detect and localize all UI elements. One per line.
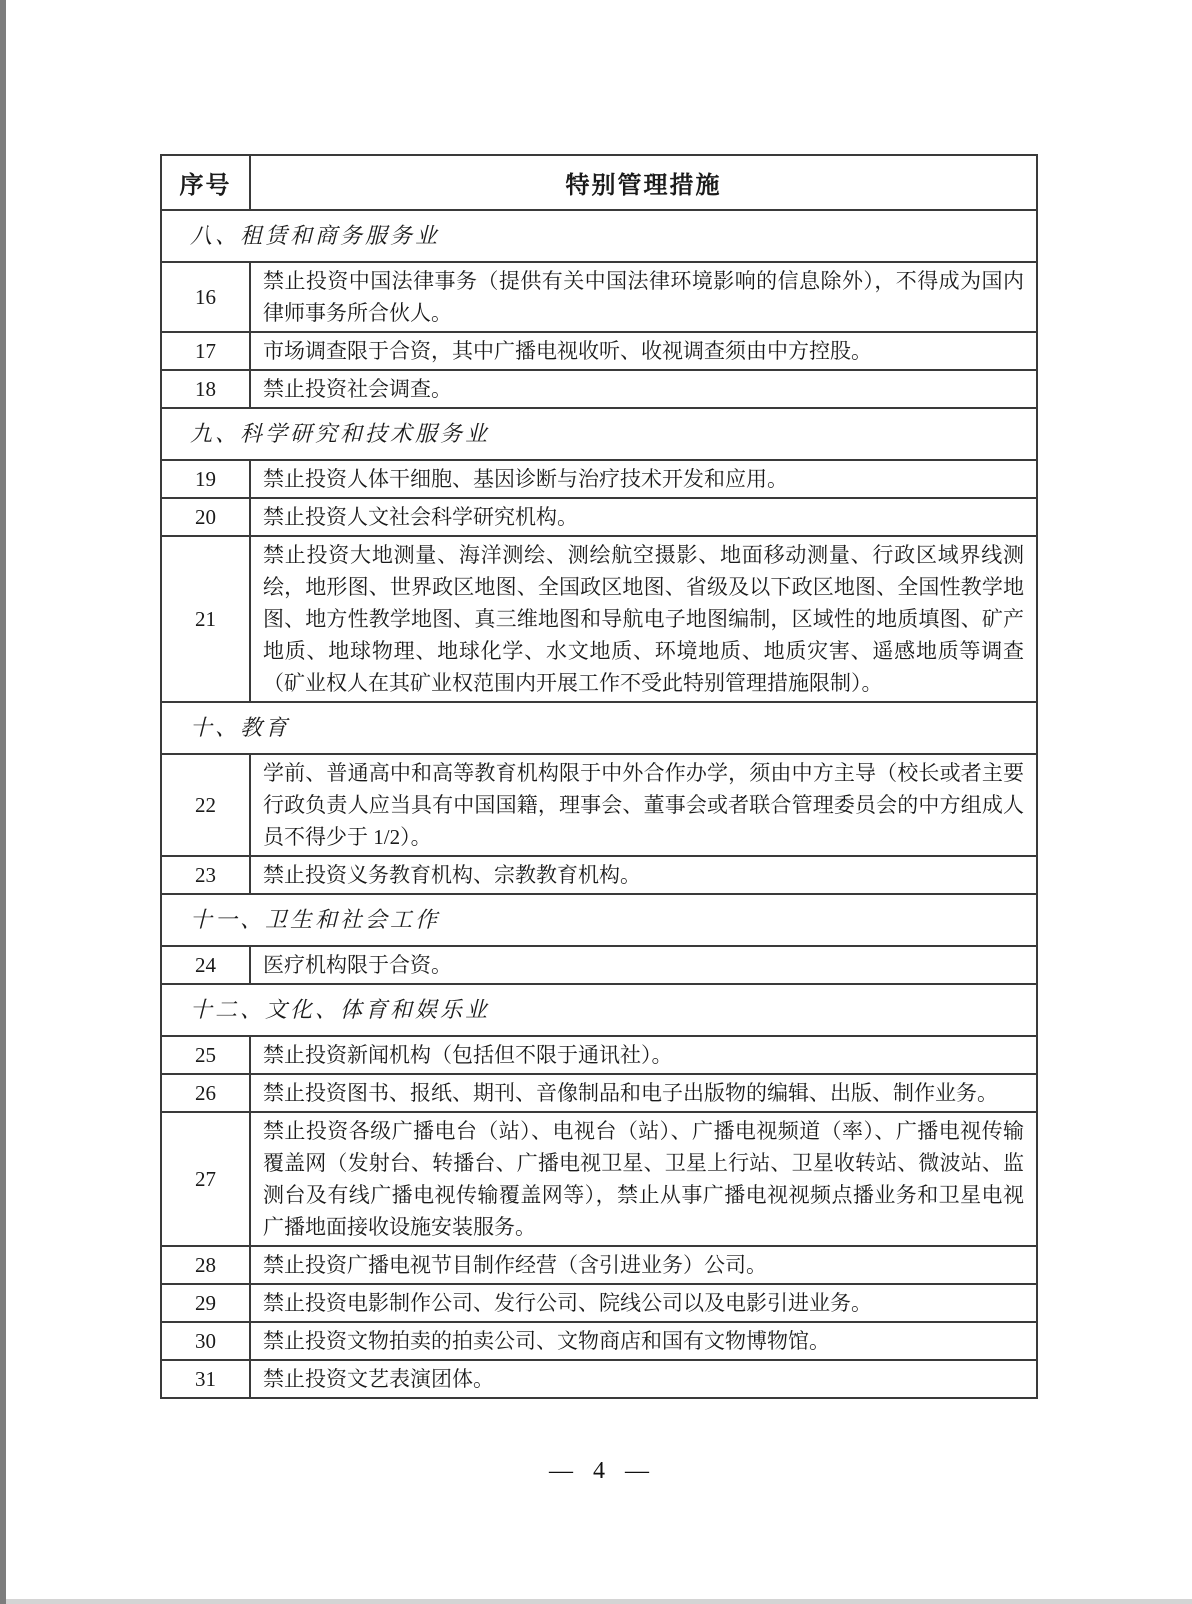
row-number: 22 (161, 754, 250, 856)
row-number: 24 (161, 946, 250, 984)
row-number: 28 (161, 1246, 250, 1284)
table-row (161, 370, 1037, 408)
table-row (161, 1322, 1037, 1360)
table-row (161, 1360, 1037, 1398)
table-row (161, 1036, 1037, 1074)
row-number: 16 (161, 262, 250, 332)
table-row (161, 460, 1037, 498)
section-label: 九、科学研究和技术服务业 (161, 408, 1037, 460)
row-measure-text: 禁止投资各级广播电台（站）、电视台（站）、广播电视频道（率）、广播电视传输覆盖网（发射台、转播台、广播电视卫星、卫星上行站、卫星收转站、微波站、监测台及有线广播电视传输覆盖网等），禁止从事广播电视视频点播业务和卫星电视广播地面接收设施安装服务。 (250, 1112, 1037, 1246)
row-number: 20 (161, 498, 250, 536)
row-measure-text: 学前、普通高中和高等教育机构限于中外合作办学，须由中方主导（校长或者主要行政负责人应当具有中国国籍，理事会、董事会或者联合管理委员会的中方组成人员不得少于 1/2）。 (250, 754, 1037, 856)
row-measure-text: 禁止投资新闻机构（包括但不限于通讯社）。 (250, 1036, 1037, 1074)
table-row (161, 262, 1037, 332)
row-measure-text: 禁止投资义务教育机构、宗教教育机构。 (250, 856, 1037, 894)
row-number: 17 (161, 332, 250, 370)
page-number: — 4 — (549, 1458, 649, 1484)
row-measure-text: 禁止投资社会调查。 (250, 370, 1037, 408)
row-measure-text: 禁止投资人体干细胞、基因诊断与治疗技术开发和应用。 (250, 460, 1037, 498)
row-measure-text: 禁止投资广播电视节目制作经营（含引进业务）公司。 (250, 1246, 1037, 1284)
table-row (161, 754, 1037, 856)
row-number: 30 (161, 1322, 250, 1360)
page-bottom-edge-strip (6, 1599, 1192, 1604)
row-number: 26 (161, 1074, 250, 1112)
row-measure-text: 禁止投资大地测量、海洋测绘、测绘航空摄影、地面移动测量、行政区域界线测绘，地形图、世界政区地图、全国政区地图、省级及以下政区地图、全国性教学地图、地方性教学地图、真三维地图和导航电子地图编制，区域性的地质填图、矿产地质、地球物理、地球化学、水文地质、环境地质、地质灾害、遥感地质等调查（矿业权人在其矿业权范围内开展工作不受此特别管理措施限制）。 (250, 536, 1037, 702)
special-measures-table (160, 154, 1038, 1399)
row-measure-text: 禁止投资图书、报纸、期刊、音像制品和电子出版物的编辑、出版、制作业务。 (250, 1074, 1037, 1112)
table-header-row (161, 155, 1037, 210)
section-row (161, 894, 1037, 946)
table-row (161, 1284, 1037, 1322)
table-row (161, 536, 1037, 702)
section-row (161, 210, 1037, 262)
row-number: 23 (161, 856, 250, 894)
table-row (161, 1074, 1037, 1112)
row-number: 18 (161, 370, 250, 408)
section-label: 八、租赁和商务服务业 (161, 210, 1037, 262)
row-measure-text: 禁止投资电影制作公司、发行公司、院线公司以及电影引进业务。 (250, 1284, 1037, 1322)
section-row (161, 984, 1037, 1036)
section-label: 十二、文化、体育和娱乐业 (161, 984, 1037, 1036)
table-row (161, 946, 1037, 984)
section-row (161, 702, 1037, 754)
column-header-index: 序号 (161, 155, 250, 210)
section-label: 十一、卫生和社会工作 (161, 894, 1037, 946)
row-number: 29 (161, 1284, 250, 1322)
page-left-edge-strip (0, 0, 6, 1604)
row-number: 25 (161, 1036, 250, 1074)
row-number: 31 (161, 1360, 250, 1398)
table-row (161, 856, 1037, 894)
table-row (161, 498, 1037, 536)
row-measure-text: 市场调查限于合资，其中广播电视收听、收视调查须由中方控股。 (250, 332, 1037, 370)
section-label: 十、教育 (161, 702, 1037, 754)
section-row (161, 408, 1037, 460)
row-number: 27 (161, 1112, 250, 1246)
row-measure-text: 禁止投资文物拍卖的拍卖公司、文物商店和国有文物博物馆。 (250, 1322, 1037, 1360)
row-measure-text: 禁止投资中国法律事务（提供有关中国法律环境影响的信息除外），不得成为国内律师事务所合伙人。 (250, 262, 1037, 332)
row-measure-text: 禁止投资文艺表演团体。 (250, 1360, 1037, 1398)
table-row (161, 1246, 1037, 1284)
row-measure-text: 禁止投资人文社会科学研究机构。 (250, 498, 1037, 536)
row-measure-text: 医疗机构限于合资。 (250, 946, 1037, 984)
column-header-measures: 特别管理措施 (250, 155, 1037, 210)
table-row (161, 332, 1037, 370)
table-body (161, 210, 1037, 1398)
row-number: 21 (161, 536, 250, 702)
row-number: 19 (161, 460, 250, 498)
table-row (161, 1112, 1037, 1246)
